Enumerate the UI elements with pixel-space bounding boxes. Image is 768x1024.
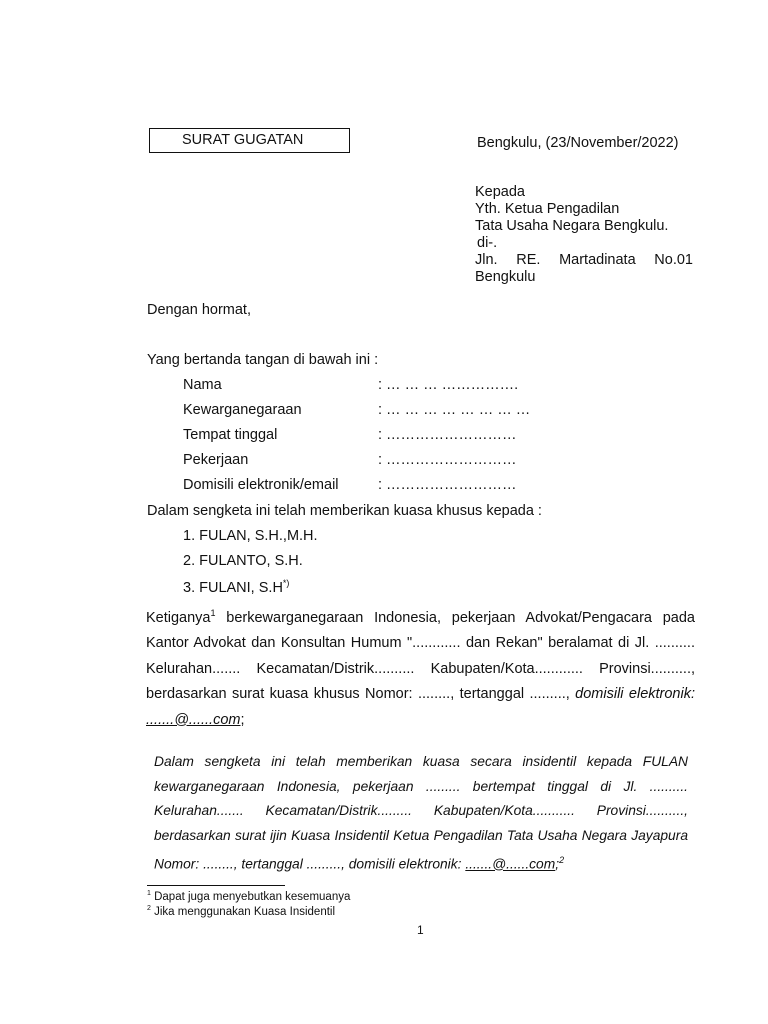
address-line2: Tata Usaha Negara Bengkulu. (475, 218, 669, 234)
footnote-divider (147, 885, 285, 886)
para-end: ; (240, 711, 245, 728)
para-text: Ketiganya (146, 609, 211, 626)
list-item: 2. FULANTO, S.H. (183, 553, 303, 569)
list-item-text: 3. FULANI, S.H (183, 579, 283, 596)
field-label-nama: Nama (183, 377, 222, 393)
field-label-pekerjaan: Pekerjaan (183, 452, 249, 468)
footnote-ref-2: 2 (559, 855, 565, 865)
list-item: 1. FULAN, S.H.,M.H. (183, 528, 318, 544)
intro-line: Yang bertanda tangan di bawah ini : (147, 352, 379, 368)
footnote-mark: 1 (147, 890, 151, 897)
list-item-mark: *) (282, 578, 290, 588)
insidentil-paragraph (154, 750, 688, 877)
footnote-ref-1: 1 (210, 608, 216, 618)
page-number: 1 (417, 923, 424, 937)
field-value-pekerjaan: : ……………………… (378, 452, 517, 468)
address-line5: Bengkulu (475, 269, 536, 285)
insidentil-text: Dalam sengketa ini telah memberikan kuasa secara insidentil kepada FULAN kewarganegaraan Indonesia, pekerjaan ......... bertempat tinggal di Jl. .......... Kelurahan....... Kecamatan/Distrik......... Kabupaten/Kota........... Provinsi.........., berdasarkan surat ijin Kuasa Insidentil Ketua Pengadilan Tata Usaha Negara Jayapura Nomor: ........, tertanggal ........., domisili elektronik: (154, 754, 688, 872)
para-text: berkewarganegaraan Indonesia, pekerjaan Advokat/Pengacara pada Kantor Advokat dan Konsultan Humum "............ dan Rekan" beralamat di Jl. .......... Kelurahan....... Kecamatan/Distrik.......... Kabupaten/Kota............ Provinsi.........., berdasarkan surat kuasa khusus Nomor: ........, tertanggal ........., (146, 609, 695, 703)
recipient-address (475, 184, 693, 286)
address-word: RE. (516, 252, 541, 268)
address-word: Martadinata (559, 252, 636, 268)
field-value-tempat-tinggal: : ……………………… (378, 427, 517, 443)
field-value-domisili: : ……………………… (378, 477, 517, 493)
field-value-kewarganegaraan: : … … … … … … … … (378, 402, 531, 418)
address-word: No.01 (654, 252, 693, 268)
footnote-text: Dapat juga menyebutkan kesemuanya (150, 890, 351, 903)
email-placeholder: .......@......com (146, 711, 241, 728)
email-placeholder: .......@......com (465, 856, 556, 872)
footnote-text: Jika menggunakan Kuasa Insidentil (150, 905, 336, 918)
document-title: SURAT GUGATAN (149, 128, 350, 153)
address-kepada: Kepada (475, 184, 525, 200)
field-label-kewarganegaraan: Kewarganegaraan (183, 402, 302, 418)
field-value-nama: : … … … ……………. (378, 377, 519, 393)
address-word: Jln. (475, 252, 498, 268)
body-paragraph (146, 601, 695, 733)
para-italic: domisili elektronik: (575, 686, 695, 703)
address-line3: di-. (477, 235, 498, 251)
footnote-1 (147, 890, 350, 903)
field-label-domisili: Domisili elektronik/email (183, 477, 339, 493)
field-label-tempat-tinggal: Tempat tinggal (183, 427, 278, 443)
place-date: Bengkulu, (23/November/2022) (477, 135, 679, 151)
footnote-2 (147, 905, 335, 918)
footnote-mark: 2 (147, 905, 151, 912)
list-item (183, 578, 289, 596)
address-line1: Yth. Ketua Pengadilan (475, 201, 620, 217)
kuasa-intro: Dalam sengketa ini telah memberikan kuasa khusus kepada : (147, 503, 542, 519)
greeting: Dengan hormat, (147, 302, 251, 318)
address-line4 (475, 252, 693, 269)
insidentil-end: ; (555, 856, 560, 872)
